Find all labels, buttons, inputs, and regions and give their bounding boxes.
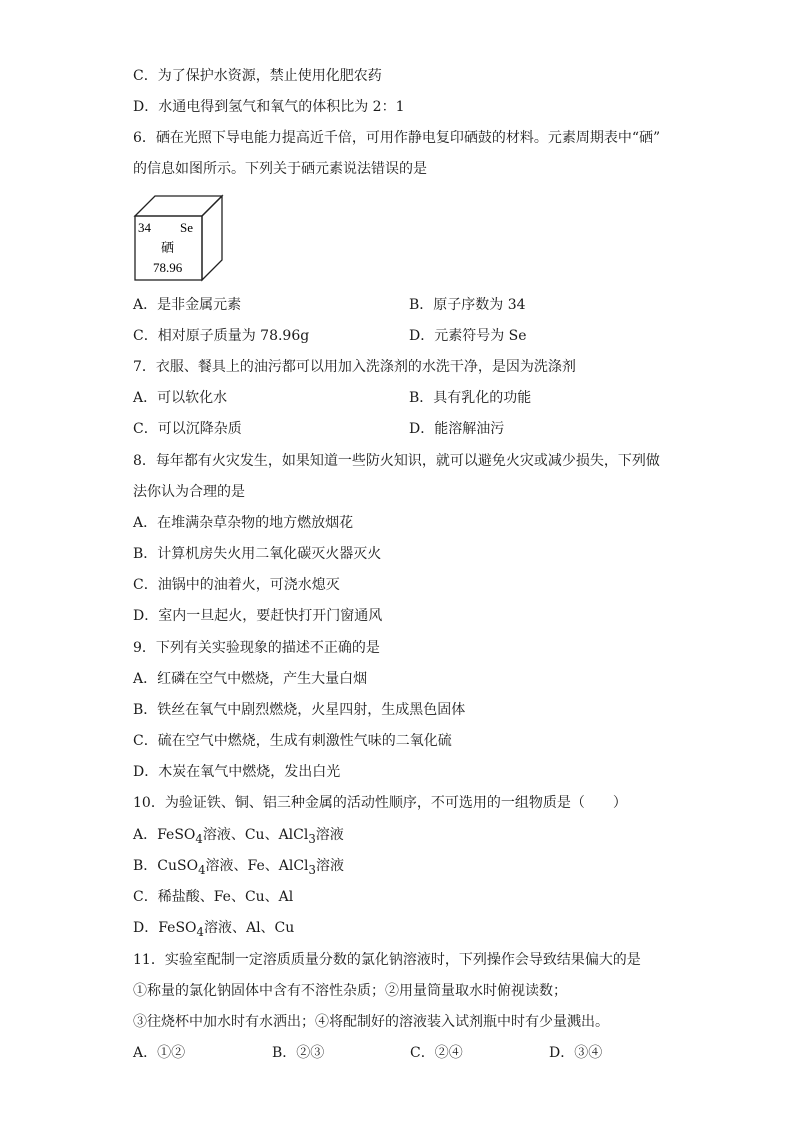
q6-stem-line2: 的信息如图所示。下列关于硒元素说法错误的是 [133, 161, 427, 177]
q6-option-d: D．元素符号为 Se [409, 328, 527, 344]
q11-conditions-line1: ①称量的氯化钠固体中含有不溶性杂质；②用量筒量取水时俯视读数； [133, 983, 567, 999]
q10-a-part2: 溶液、Cu、AlCl [202, 827, 309, 843]
q10-stem [133, 793, 627, 813]
q7-stem: 7．衣服、餐具上的油污都可以用加入洗涤剂的水洗干净，是因为洗涤剂 [133, 359, 576, 375]
q9-option-c: C．硫在空气中燃烧，生成有刺激性气味的二氧化硫 [133, 733, 452, 749]
q9-stem: 9．下列有关实验现象的描述不正确的是 [133, 640, 380, 656]
q11-option-a: A．①② [133, 1045, 186, 1061]
q9-option-b: B．铁丝在氧气中剧烈燃烧，火星四射，生成黑色固体 [133, 702, 466, 718]
q10-d-part1: D．FeSO [133, 920, 197, 936]
q11-stem: 11．实验室配制一定溶质质量分数的氯化钠溶液时，下列操作会导致结果偏大的是 [133, 952, 641, 968]
q10-option-c: C．稀盐酸、Fe、Cu、Al [133, 889, 294, 905]
q8-option-c: C．油锅中的油着火，可浇水熄灭 [133, 577, 340, 593]
q10-b-part3: 溶液 [315, 858, 344, 874]
q11-option-c: C．②④ [410, 1045, 463, 1061]
q11-option-b: B．②③ [272, 1045, 325, 1061]
q10-option-d [133, 918, 294, 942]
q9-option-a: A．红磷在空气中燃烧，产生大量白烟 [133, 671, 368, 687]
q7-option-a: A．可以软化水 [133, 390, 228, 406]
q7-option-d: D．能溶解油污 [409, 421, 505, 437]
q10-a-sub2: 3 [308, 831, 316, 846]
q8-stem-line2: 法你认为合理的是 [133, 484, 245, 500]
q10-b-part2: 溶液、Fe、AlCl [205, 858, 309, 874]
q10-option-b [133, 856, 344, 880]
q10-stem-text: 10．为验证铁、铜、铝三种金属的活动性顺序，不可选用的一组物质是（ [133, 795, 585, 811]
q10-a-part1: A．FeSO [133, 827, 196, 843]
q10-b-part1: B．CuSO [133, 858, 199, 874]
q6-option-c: C．相对原子质量为 78.96g [133, 328, 310, 344]
q6-stem-line1: 6．硒在光照下导电能力提高近千倍，可用作静电复印硒鼓的材料。元素周期表中“硒” [133, 130, 661, 146]
q6-option-a: A．是非金属元素 [133, 297, 242, 313]
element-symbol: Se [180, 220, 193, 235]
q8-option-d: D．室内一旦起火，要赶快打开门窗通风 [133, 608, 383, 624]
q7-option-b: B．具有乳化的功能 [409, 390, 532, 406]
q8-option-a: A．在堆满杂草杂物的地方燃放烟花 [133, 515, 354, 531]
q10-b-sub1: 4 [198, 862, 206, 877]
q5-option-c: C．为了保护水资源，禁止使用化肥农药 [133, 68, 382, 84]
element-atomic-number: 34 [138, 220, 151, 235]
q10-d-part2: 溶液、Al、Cu [203, 920, 295, 936]
q10-b-sub2: 3 [308, 862, 316, 877]
q8-stem-line1: 8．每年都有火灾发生，如果知道一些防火知识，就可以避免火灾或减少损失，下列做 [133, 453, 660, 469]
q9-option-d: D．木炭在氧气中燃烧，发出白光 [133, 764, 341, 780]
q6-option-b: B．原子序数为 34 [409, 297, 526, 313]
q10-stem-close: ） [612, 795, 627, 811]
selenium-element-cell [133, 194, 225, 282]
q5-option-d: D．水通电得到氢气和氧气的体积比为 2：1 [133, 99, 405, 115]
q11-option-d: D．③④ [549, 1045, 603, 1061]
q8-option-b: B．计算机房失火用二氧化碳灭火器灭火 [133, 546, 382, 562]
q10-d-sub1: 4 [196, 924, 204, 939]
element-name: 硒 [161, 240, 175, 255]
q10-option-a [133, 825, 344, 849]
q10-a-part3: 溶液 [315, 827, 344, 843]
q10-a-sub1: 4 [195, 831, 203, 846]
element-atomic-mass: 78.96 [153, 260, 183, 275]
q11-conditions-line2: ③往烧杯中加水时有水洒出；④将配制好的溶液装入试剂瓶中时有少量溅出。 [133, 1014, 609, 1030]
q7-option-c: C．可以沉降杂质 [133, 421, 242, 437]
